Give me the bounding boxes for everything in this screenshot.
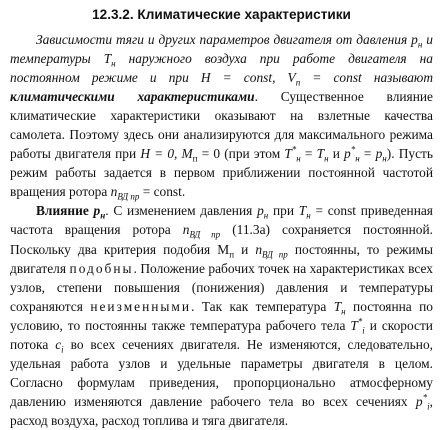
symbol-T-n: $T_н$ — [298, 203, 311, 222]
text-run: во всех сечениях двигателя. Не изменяются, следовательно, удельная работа узлов и удельные параметры двигателя в целом. Согласно формулам приведения, пропорционально атмосферному давлению изменяются давление рабочего тела во всех сечениях — [10, 336, 433, 409]
symbol-n-vd: $n_{ВД пр}$ — [255, 241, 288, 260]
paragraph-pressure-influence: Влияние $p_н$. С изменением давления $p_н$ при $T_н$ = const приведенная частота вращения ротора $n_{ВД пр}$ (11.3а) сохраняется постоянной. Поскольку два критерия подобия $M_п$ и $n_{ВД пр}$ постоянны, то режимы двигателя подобны. Положение рабочих точек на характеристиках всех узлов, степени повышения (понижения) давления и температуры сохраняются неизменными. Так как температура $T_н$ постоянна по условию, то постоянны также температура рабочего тела $T^*_i$ и скорости потока $c_i$ во всех сечениях двигателя. Не изменяются, следовательно, удельная работа узлов и удельные параметры двигателя в целом. Согласно формулам приведения, пропорционально атмосферному давлению изменяются давление рабочего тела во всех сечениях $p^*_i$, расход воздуха, расход топлива и тяга двигателя. — [10, 203, 434, 428]
lead-in: Влияние $p_н$ — [36, 203, 106, 222]
text-run: и температуры — [10, 32, 433, 67]
text-run: (11.3а) сохраняется постоянной. Поскольку два критерия подобия M — [10, 222, 434, 257]
text-run: . С изменением давления — [105, 203, 253, 219]
text-run: наружного воздуха при работе двигателя на постоянном режиме и при — [10, 51, 433, 86]
text-run: . Положение рабочих точек на характеристиках всех узлов, степени повышения (понижения) давления и температуры сохраняются — [10, 260, 433, 314]
text-run: ). Пусть режим работы задается в первом приближении постоянной частотой вращения ротора — [10, 146, 433, 200]
text-run: = const называют — [312, 70, 434, 86]
text-run: . Так как температура — [191, 298, 327, 314]
symbol-p-n: $p_н$ — [411, 32, 423, 50]
symbol-T-n: $T_н$ — [333, 298, 346, 317]
text-run: и скорости потока — [10, 317, 433, 352]
symbol-p-n: $p_н$ — [375, 146, 387, 164]
text-run: постоянна по условию, то постоянны также температура рабочего тела — [10, 298, 433, 333]
symbol-T-i-star: $T^*_i$ — [350, 316, 365, 336]
symbol-T-star: $T^*_н$ — [284, 144, 301, 164]
text-run: H = const, — [200, 70, 276, 86]
symbol-p-n: $p_н$ — [257, 203, 269, 222]
text-run: , расход воздуха, расход топлива и тяга двигателя. — [10, 393, 433, 428]
text-run: . Существенное влияние климатические характеристики оказывают на взлетные качества самолета. Поэтому здесь они анализируются для максимального режима работы двигателя при — [10, 89, 433, 162]
symbol-T-n: $T_н$ — [103, 51, 116, 69]
symbol-c-i: $c_i$ — [55, 336, 64, 355]
text-run: = 0 (при этом — [201, 146, 281, 162]
symbol-n-vd: $n_{ВД пр}$ — [182, 222, 221, 241]
spaced-word: неизменными — [90, 298, 192, 314]
symbol-n-vd: $n_{ВД пр}$ — [110, 184, 140, 203]
paragraph-definition: Зависимости тяги и других параметров двигателя от давления $p_н$ и температуры $T_н$ наружного воздуха при работе двигателя на постоянном режиме и при H = const, $V_п$ = const называют климатическими характеристиками. Существенное влияние климатические характеристики оказывают на взлетные качества самолета. Поэтому здесь они анализируются для максимального режима работы двигателя при H = 0, $M_п = 0$ (при этом $T^*_н = T_н$ и $p^*_н = p_н$). Пусть режим работы задается в первом приближении постоянной частотой вращения ротора $n_{ВД пр}$ = const. — [10, 32, 434, 203]
symbol-p-star: $p^*_н$ — [344, 144, 360, 164]
spaced-word: подобны — [69, 260, 134, 276]
section-heading: 12.3.2. Климатические характеристики — [92, 7, 351, 22]
defined-term: климатическими характеристиками — [10, 89, 255, 105]
text-run: H = 0, M — [140, 146, 193, 162]
symbol-V-p: $V_п$ — [287, 70, 301, 88]
text-run: Зависимости тяги и других параметров двигателя от давления — [36, 32, 408, 47]
symbol-T-n: $T_н$ — [316, 146, 329, 164]
text-run: = const приведенная частота вращения ротора — [10, 203, 433, 238]
symbol-p-i-star: $p^*_i$ — [415, 392, 430, 412]
text-run: постоянны, то режимы двигателя — [10, 241, 433, 276]
